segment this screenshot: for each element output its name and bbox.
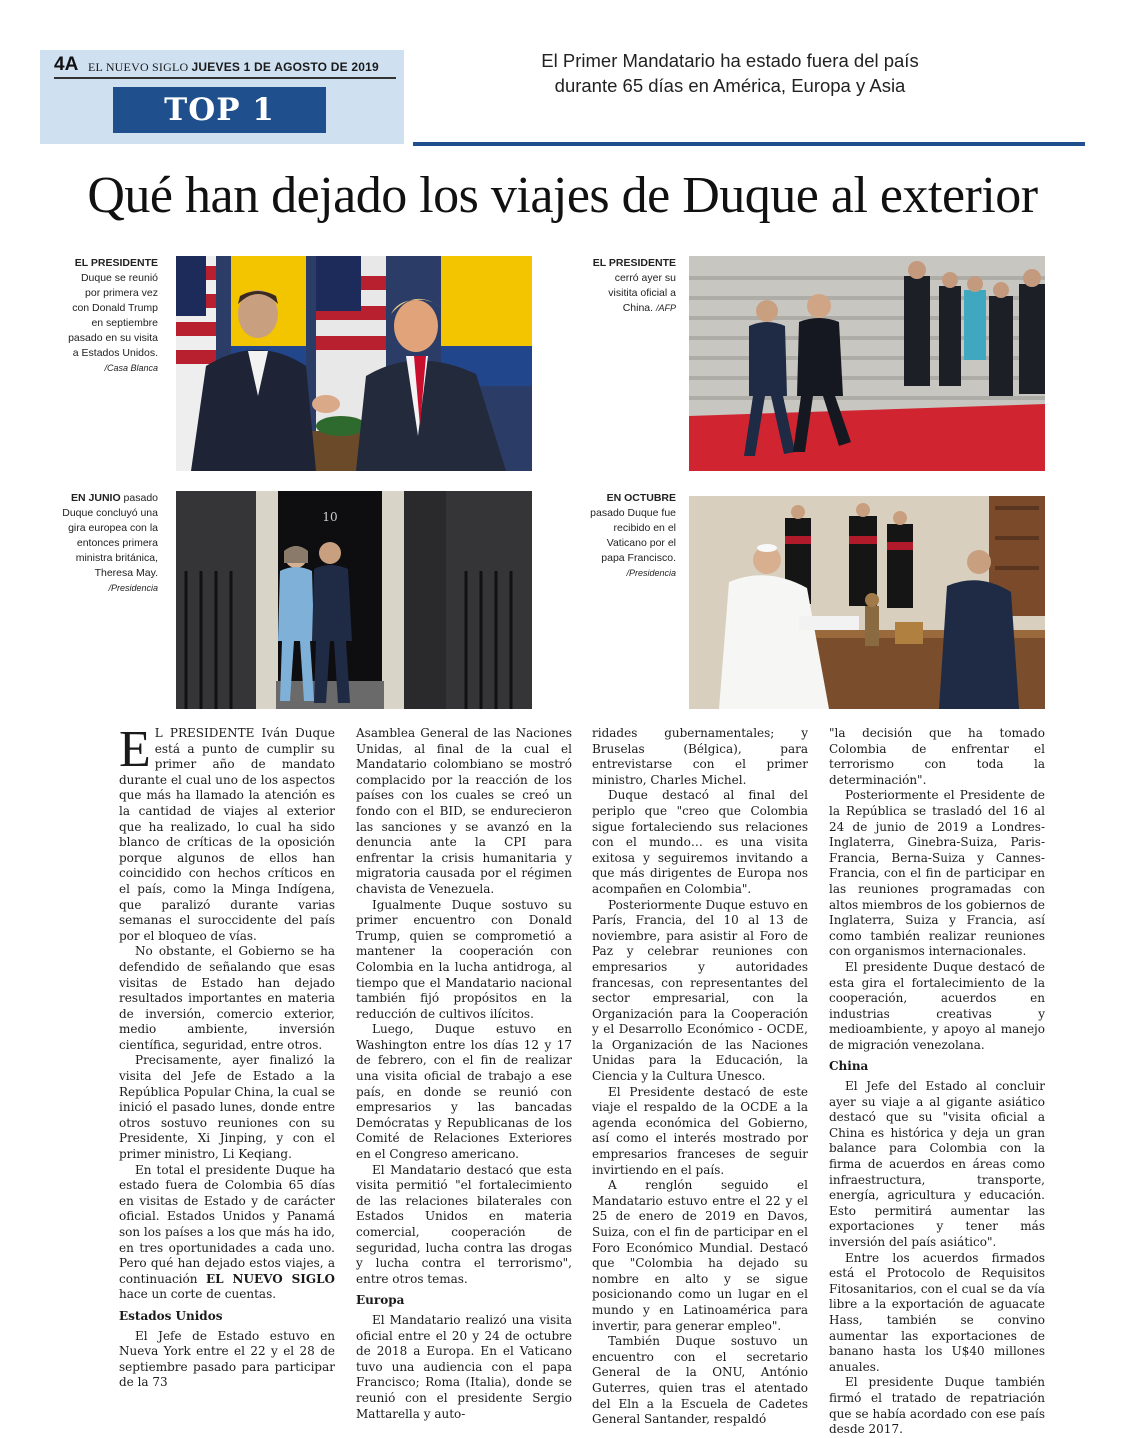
article-column-1: [119, 721, 335, 1391]
paragraph: Precisamente, ayer finalizó la visita del Jefe de Estado a la República Popular China, la cual se inició el pasado lunes, donde entre otros sostuvo reuniones con su Presidente, Xi Jinping, y con el primer ministro, Li Keqiang.: [119, 1053, 335, 1162]
photo-duque-trump: [176, 256, 532, 471]
subhead-estados-unidos: Estados Unidos: [119, 1308, 223, 1323]
caption-lead: EL PRESIDENTE: [592, 257, 676, 269]
paragraph: El Presidente destacó de este viaje el respaldo de la OCDE a la agenda económica del Gobierno, así como el interés mostrado por empresarios franceses de seguir invirtiendo en el país.: [592, 1084, 808, 1177]
caption-may: [56, 491, 158, 596]
door-number: 10: [322, 510, 338, 524]
issue-date: JUEVES 1 DE AGOSTO DE 2019: [191, 60, 379, 74]
paper-dateline: [88, 60, 379, 75]
article-column-4: [829, 726, 1045, 1438]
paragraph: El Mandatario realizó una visita oficial entre el 20 y 24 de octubre de 2018 a Europa. En el Vaticano tuvo una audiencia con el papa Francisco; Roma (Italia), donde se reunió con el presidente Sergio Mattarella y auto-: [356, 1312, 572, 1421]
paper-name-inline: EL NUEVO SIGLO: [206, 1271, 335, 1286]
headline: Qué han dejado los viajes de Duque al exterior: [87, 167, 1038, 224]
paragraph: Igualmente Duque sostuvo su primer encuentro con Donald Trump, quien se comprometió a mantener la cooperación con Colombia en la lucha antidroga, al tiempo que el Mandatario nacional también fijó propósitos en la reducción de cultivos ilícitos.: [356, 897, 572, 1021]
paragraph: No obstante, el Gobierno se ha defendido de señalando que esas visitas de Estado han dejado resultados importantes en materia de inversión, comercio exterior, medio ambiente, inversión científica, seguridad, entre otros.: [119, 944, 335, 1052]
article-column-2: [356, 726, 572, 1422]
paragraph: Posteriormente Duque estuvo en París, Francia, del 10 al 13 de noviembre, para asistir al Foro de Paz y celebrar reuniones con empresarios y autoridades francesas, con representantes del sector empresarial, con la Organización para la Cooperación y el Desarrollo Económico - OCDE, la Organización de las Naciones Unidas para la Educación, la Ciencia y la Cultura Unesco.: [592, 897, 808, 1084]
kicker: El Primer Mandatario ha estado fuera del país durante 65 días en América, Europa y Asia: [541, 50, 919, 96]
section-label: TOP 1: [113, 87, 326, 133]
caption-text: pasado Duque fue recibido en el Vaticano por el papa Francisco.: [590, 507, 676, 564]
paragraph: ridades gubernamentales; y Bruselas (Bélgica), para entrevistarse con el primer ministro, Charles Michel.: [592, 726, 808, 787]
paragraph: Entre los acuerdos firmados está el Protocolo de Requisitos Fitosanitarios, con el cual se da vía libre a la exportación de aguacate Hass, también se convino aumentar las exportaciones de banano hasta los U$40 millones anuales.: [829, 1250, 1045, 1374]
paragraph: "la decisión que ha tomado Colombia de enfrentar el terrorismo con toda la determinación".: [829, 726, 1045, 787]
paragraph: Duque destacó al final del periplo que "creo que Colombia sigue fortaleciendo sus relaciones con el mundo… es una visita exitosa y seguiremos invitando a que más dirigentes de Europa nos acompañen en Colombia".: [592, 788, 808, 896]
article-column-3: [592, 726, 808, 1428]
photo-duque-xi: [689, 256, 1045, 471]
caption-lead: EN JUNIO: [71, 492, 121, 504]
drop-cap: E: [119, 721, 151, 778]
caption-text: cerró ayer su visitita oficial a China.: [608, 272, 676, 314]
caption-trump: [66, 256, 158, 376]
caption-credit: /Presidencia: [626, 568, 676, 578]
photo-duque-pope: [689, 496, 1045, 709]
paragraph: Asamblea General de las Naciones Unidas, al final de la cual el Mandatario colombiano se mostró complacido por la reacción de los países con los cuales se creó un fondo con el BID, se endurecieron las sanciones y se avanzó en la denuncia ante la CPI para enfrentar la crisis humanitaria y migratoria causada por el régimen chavista de Venezuela.: [356, 726, 572, 896]
caption-vatican: [584, 491, 676, 581]
paragraph: El Jefe del Estado al concluir ayer su viaje a al gigante asiático destacó que su "visita oficial a China es histórica y deja un gran balance para Colombia con la firma de acuerdos en áreas como infraestructura, transporte, energía, agricultura y educación. Esto permitirá aumentar las exportaciones y tener más inversión del país asiático".: [829, 1079, 1045, 1249]
caption-credit: /AFP: [655, 303, 676, 313]
photo-duque-may: [176, 491, 532, 709]
paragraph: [119, 1163, 335, 1303]
caption-lead: EN OCTUBRE: [606, 492, 676, 504]
header-rule: [54, 77, 396, 79]
paper-name: EL NUEVO SIGLO: [88, 60, 189, 74]
page-number: 4A: [54, 54, 79, 75]
subhead-china: China: [829, 1059, 869, 1074]
paragraph: El presidente Duque destacó de esta gira el fortalecimiento de la cooperación, acuerdos en industrias creativas y medioambiente, y apoyo al manejo de migración venezolana.: [829, 959, 1045, 1052]
paragraph: L PRESIDENTE Iván Duque está a punto de cumplir su primer año de mandato durante el cual uno de los aspectos que más ha llamado la atención es la cantidad de viajes al exterior que ha realizado, lo cual ha sido blanco de críticas de la oposición porque algunos de ellos han coincidido con hechos críticos en el país, como la Minga Indígena, que paralizó durante varias semanas el suroccidente del país por el bloqueo de vías.: [119, 726, 335, 943]
paragraph: El Mandatario destacó que esta visita permitió "el fortalecimiento de las relaciones bilaterales con Estados Unidos en materia comercial, cooperación de seguridad, lucha contra las drogas y lucha contra el terrorismo", entre otros temas.: [356, 1162, 572, 1286]
paragraph: El presidente Duque también firmó el tratado de repatriación que se había acordado con ese país desde 2017.: [829, 1375, 1045, 1437]
subhead-europa: Europa: [356, 1293, 405, 1308]
paragraph: Luego, Duque estuvo en Washington entre los días 12 y 17 de febrero, con el fin de realizar una visita oficial de trabajo a ese país, en donde se reunió con empresarios y las bancadas Demócratas y Republicanas de los Comité de Relaciones Exteriores en el Congreso americano.: [356, 1022, 572, 1162]
paragraph-text: En total el presidente Duque ha estado fuera de Colombia 65 días en visitas de Estado y de carácter oficial. Estados Unidos y Panamá son los países a los que más ha ido, en tres oportunidades a cada uno. Pero qué han dejado estos viajes, a continuación: [119, 1162, 335, 1286]
caption-china: [584, 256, 676, 316]
caption-text: pasado Duque concluyó una gira europea con la entonces primera ministra británica, Theresa May.: [62, 492, 158, 579]
caption-credit: /Presidencia: [108, 583, 158, 593]
caption-lead: EL PRESIDENTE: [74, 257, 158, 269]
header-accent-rule: [413, 142, 1085, 146]
paragraph-text: hace un corte de cuentas.: [119, 1287, 277, 1302]
paragraph: A renglón seguido el Mandatario estuvo entre el 22 y el 25 de enero de 2019 en Davos, Suiza, con el fin de participar en el Foro Económico Mundial. Destacó que "Colombia ha dejado su nombre en alto y se sigue posicionando como un lugar en el mundo y en Latinoamérica para invertir, para generar empleo".: [592, 1178, 808, 1333]
paragraph: También Duque sostuvo un encuentro con el secretario General de la ONU, António Guterres, quien tras el atentado del Eln a la Escuela de Cadetes General Santander, respaldó: [592, 1334, 808, 1427]
caption-text: Duque se reunió por primera vez con Donald Trump en septiembre pasado en su visita a Estados Unidos.: [68, 272, 158, 359]
paragraph: El Jefe de Estado estuvo en Nueva York entre el 22 y el 28 de septiembre pasado para participar de la 73: [119, 1328, 335, 1390]
paragraph: Posteriormente el Presidente de la República se trasladó del 16 al 24 de junio de 2019 a Londres-Inglaterra, Ginebra-Suiza, Paris-Francia, Berna-Suiza y Cannes-Francia, con el fin de participar en las reuniones programadas con altos miembros de los gobiernos de Inglaterra, Suiza y Francia, así como también realizar reuniones con organismos internacionales.: [829, 788, 1045, 959]
caption-credit: /Casa Blanca: [104, 363, 158, 373]
